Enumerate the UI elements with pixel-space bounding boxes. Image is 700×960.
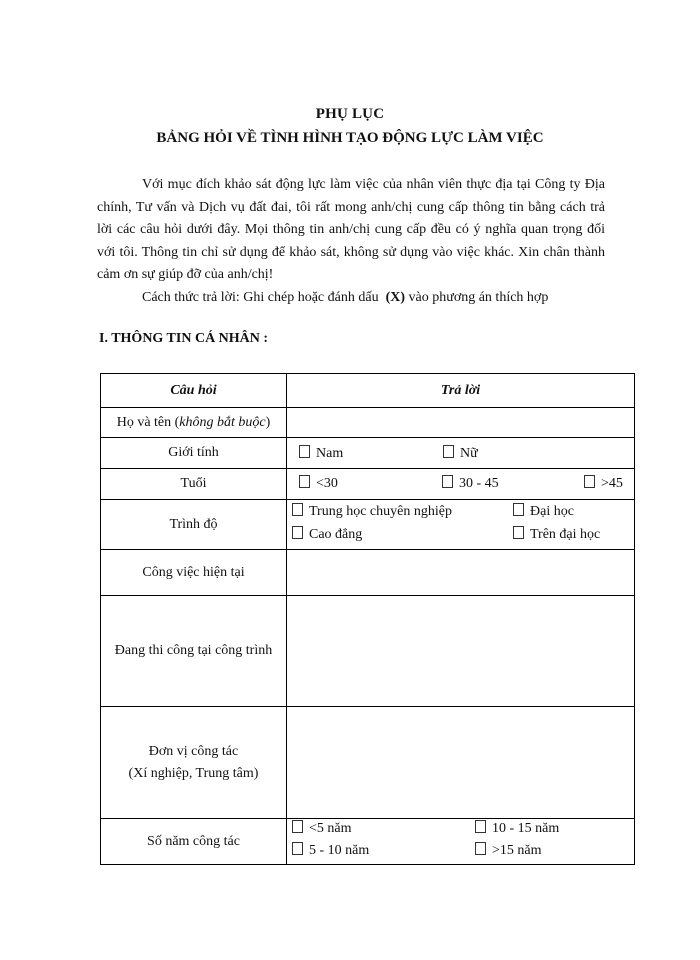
checkbox-icon[interactable]	[442, 475, 453, 488]
site-label: Đang thi công tại công trình	[101, 596, 287, 707]
option-label: Đại học	[530, 504, 574, 519]
education-label: Trình độ	[101, 500, 287, 550]
row-name	[101, 408, 635, 438]
option-label: Trung học chuyên nghiệp	[309, 504, 452, 519]
unit-answer-field[interactable]	[287, 707, 635, 819]
current-job-label: Công việc hiện tại	[101, 550, 287, 596]
education-option-university[interactable]	[513, 503, 574, 520]
instructions-suffix: vào phương án thích hợp	[408, 289, 549, 305]
education-option-college[interactable]	[292, 526, 362, 543]
education-option-vocational[interactable]	[292, 503, 452, 520]
years-option-under-5[interactable]	[292, 820, 352, 837]
years-option-5-10[interactable]	[292, 842, 369, 859]
appendix-title: PHỤ LỤC	[315, 106, 385, 122]
current-job-answer-field[interactable]	[287, 550, 635, 596]
option-label: Cao đẳng	[309, 527, 363, 542]
checkbox-icon[interactable]	[475, 820, 486, 833]
option-label: Nam	[316, 446, 344, 461]
age-option-30-45[interactable]	[442, 475, 499, 492]
row-current-job	[101, 550, 635, 596]
row-age	[101, 469, 635, 500]
checkbox-icon[interactable]	[292, 503, 303, 516]
name-label-italic: không bắt buộc	[179, 414, 266, 430]
age-label: Tuổi	[101, 469, 287, 500]
name-answer-field[interactable]	[287, 408, 635, 438]
checkbox-icon[interactable]	[299, 475, 310, 488]
intro-block	[97, 174, 605, 309]
checkbox-icon[interactable]	[513, 526, 524, 539]
option-label: Nữ	[460, 446, 478, 461]
option-label: Trên đại học	[530, 527, 601, 542]
option-label: 10 - 15 năm	[492, 821, 560, 836]
checkbox-icon[interactable]	[292, 526, 303, 539]
age-answer	[287, 469, 635, 500]
option-label: 5 - 10 năm	[309, 843, 370, 858]
name-label-prefix: Họ và tên (	[116, 414, 180, 430]
years-option-over-15[interactable]	[475, 842, 542, 859]
unit-label-line2: (Xí nghiệp, Trung tâm)	[128, 765, 259, 781]
table-header-row	[101, 374, 635, 408]
gender-option-male[interactable]	[299, 445, 343, 462]
checkbox-icon[interactable]	[475, 842, 486, 855]
years-label: Số năm công tác	[101, 819, 287, 865]
row-gender	[101, 438, 635, 469]
checkbox-icon[interactable]	[443, 445, 454, 458]
option-label: >45	[601, 476, 623, 491]
checkbox-icon[interactable]	[292, 842, 303, 855]
checkbox-icon[interactable]	[292, 820, 303, 833]
header-answer: Trả lời	[287, 374, 635, 408]
option-label: <30	[316, 476, 338, 491]
option-label: >15 năm	[492, 843, 542, 858]
gender-label: Giới tính	[101, 438, 287, 469]
checkbox-icon[interactable]	[513, 503, 524, 516]
education-answer	[287, 500, 635, 550]
years-option-10-15[interactable]	[475, 820, 559, 837]
intro-paragraph: Với mục đích khảo sát động lực làm việc của nhân viên thực địa tại Công ty Địa chính, Tư vấn và Dịch vụ đất đai, tôi rất mong anh/chị cung cấp thông tin bằng cách trả lời các câu hỏi dưới đây. Mọi thông tin anh/chị cung cấp đều có ý nghĩa quan trọng đối với tôi. Thông tin chỉ sử dụng để khảo sát, không sử dụng vào việc khác. Xin chân thành cảm ơn sự giúp đỡ của anh/chị!	[97, 177, 605, 282]
site-answer-field[interactable]	[287, 596, 635, 707]
section-title: I. THÔNG TIN CÁ NHÂN :	[99, 331, 269, 346]
row-site	[101, 596, 635, 707]
unit-label-line1: Đơn vị công tác	[148, 743, 239, 759]
age-option-over-45[interactable]	[584, 475, 623, 492]
education-option-postgraduate[interactable]	[513, 526, 600, 543]
unit-label	[101, 707, 287, 819]
checkbox-icon[interactable]	[299, 445, 310, 458]
survey-title: BẢNG HỎI VỀ TÌNH HÌNH TẠO ĐỘNG LỰC LÀM VIỆC	[156, 130, 544, 146]
name-label-suffix: )	[265, 414, 271, 430]
row-years	[101, 819, 635, 865]
name-label	[101, 408, 287, 438]
gender-option-female[interactable]	[443, 445, 478, 462]
instructions-mark: (X)	[385, 289, 406, 305]
age-option-under-30[interactable]	[299, 475, 338, 492]
personal-info-table	[100, 373, 635, 865]
answer-instructions	[97, 287, 605, 310]
row-education	[101, 500, 635, 550]
gender-answer	[287, 438, 635, 469]
instructions-prefix: Cách thức trả lời: Ghi chép hoặc đánh dấu	[142, 289, 379, 305]
row-unit	[101, 707, 635, 819]
header-question: Câu hỏi	[101, 374, 287, 408]
checkbox-icon[interactable]	[584, 475, 595, 488]
option-label: <5 năm	[309, 821, 352, 836]
option-label: 30 - 45	[459, 476, 499, 491]
years-answer	[287, 819, 635, 865]
